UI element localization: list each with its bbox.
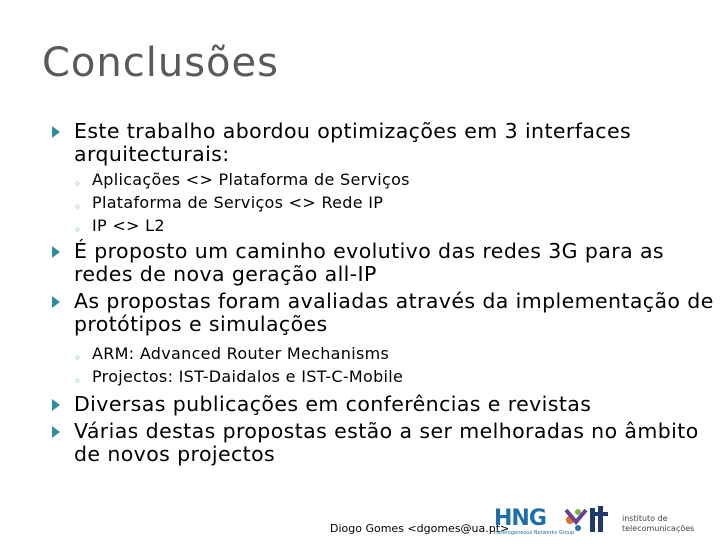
sub-bullet-item [74, 170, 410, 191]
institute-logo-text [622, 514, 694, 534]
bullet-text: Várias destas propostas estão a ser melhoradas no âmbito de novos projectos [74, 419, 699, 466]
sub-bullet-text: Projectos: IST-Daidalos e IST-C-Mobile [92, 367, 404, 386]
hng-logo-subtitle: Heterogeneous Networks Group [494, 530, 575, 536]
sub-bullet-text: Aplicações <> Plataforma de Serviços [92, 170, 410, 189]
sub-bullet-item [74, 216, 165, 237]
bullet-text: Diversas publicações em conferências e revistas [74, 392, 592, 416]
hng-logo: HNG [494, 506, 546, 531]
bullet-item [74, 420, 714, 466]
arrow-bullet-icon [52, 246, 60, 258]
ring-bullet-icon: ◦ [74, 374, 82, 388]
sub-bullet-item [74, 367, 404, 388]
arrow-bullet-icon [52, 426, 60, 438]
institute-line1: instituto de [622, 514, 668, 523]
bullet-item [74, 290, 714, 336]
bullet-item [74, 120, 714, 166]
bullet-item [74, 240, 714, 286]
arrow-bullet-icon [52, 126, 60, 138]
it-logo-icon [560, 500, 616, 538]
bullet-text: Este trabalho abordou optimizações em 3 interfaces arquitecturais: [74, 119, 632, 166]
sub-bullet-text: Plataforma de Serviços <> Rede IP [92, 193, 384, 212]
sub-bullet-item [74, 193, 384, 214]
institute-line2: telecomunicações [622, 524, 695, 533]
arrow-bullet-icon [52, 296, 60, 308]
sub-bullet-text: IP <> L2 [92, 216, 165, 235]
footer-author: Diogo Gomes <dgomes@ua.pt> [330, 522, 510, 535]
ring-bullet-icon: ◦ [74, 223, 82, 237]
sub-bullet-item [74, 344, 390, 365]
bullet-text: As propostas foram avaliadas através da implementação de protótipos e simulações [74, 289, 714, 336]
slide-title: Conclusões [42, 40, 279, 86]
ring-bullet-icon: ◦ [74, 351, 82, 365]
ring-bullet-icon: ◦ [74, 200, 82, 214]
sub-bullet-text: ARM: Advanced Router Mechanisms [92, 344, 390, 363]
bullet-text: É proposto um caminho evolutivo das redes 3G para as redes de nova geração all-IP [74, 239, 665, 286]
arrow-bullet-icon [52, 399, 60, 411]
bullet-item [74, 393, 714, 416]
ring-bullet-icon: ◦ [74, 177, 82, 191]
